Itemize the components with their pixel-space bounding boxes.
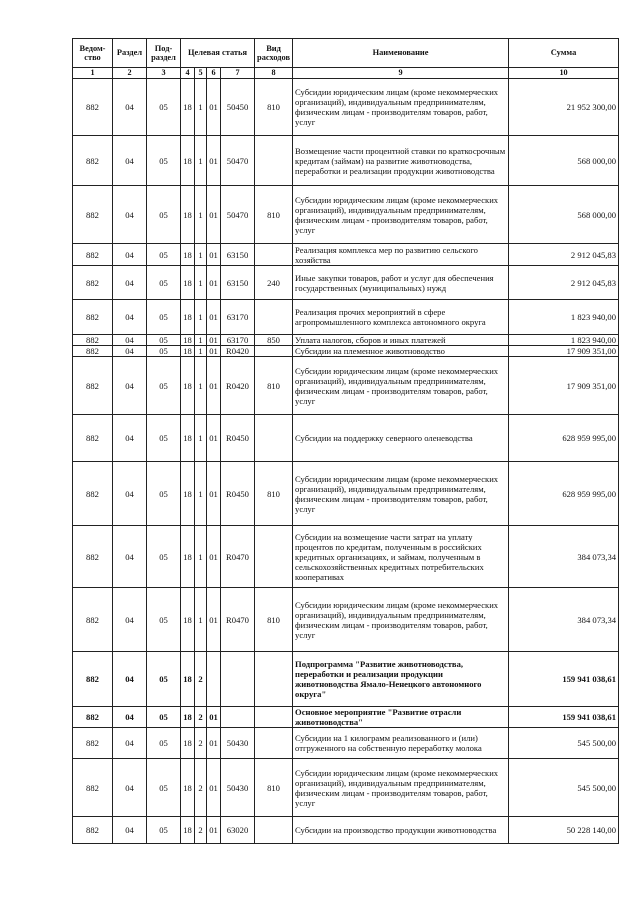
cell-c5: 1 — [195, 266, 207, 300]
cell-vid: 810 — [255, 588, 293, 652]
cell-sum: 628 959 995,00 — [509, 415, 619, 462]
cell-name: Субсидии на поддержку северного оленеводства — [293, 415, 509, 462]
cell-c5: 2 — [195, 652, 207, 707]
cell-ved: 882 — [73, 652, 113, 707]
column-number: 5 — [195, 68, 207, 79]
cell-sum: 159 941 038,61 — [509, 652, 619, 707]
cell-vid — [255, 707, 293, 728]
cell-c6: 01 — [207, 244, 221, 266]
cell-c6: 01 — [207, 707, 221, 728]
cell-name: Субсидии юридическим лицам (кроме некоммерческих организаций), индивидуальным предпринимателям, физическим лицам - производителям товаров, работ, услуг — [293, 588, 509, 652]
table-row — [73, 526, 619, 588]
cell-podr: 05 — [147, 357, 181, 415]
cell-c7: 50470 — [221, 186, 255, 244]
cell-c5: 1 — [195, 526, 207, 588]
cell-c5: 1 — [195, 462, 207, 526]
cell-sum: 568 000,00 — [509, 136, 619, 186]
cell-vid: 810 — [255, 186, 293, 244]
cell-sum: 2 912 045,83 — [509, 266, 619, 300]
cell-sum: 50 228 140,00 — [509, 817, 619, 844]
cell-ved: 882 — [73, 136, 113, 186]
table-row — [73, 652, 619, 707]
cell-c7: 50470 — [221, 136, 255, 186]
budget-table — [72, 38, 619, 844]
cell-razd: 04 — [113, 462, 147, 526]
cell-c6: 01 — [207, 346, 221, 357]
cell-razd: 04 — [113, 335, 147, 346]
table-row — [73, 244, 619, 266]
cell-c6: 01 — [207, 136, 221, 186]
cell-sum: 545 500,00 — [509, 759, 619, 817]
cell-ved: 882 — [73, 728, 113, 759]
cell-razd: 04 — [113, 300, 147, 335]
cell-c6: 01 — [207, 588, 221, 652]
cell-razd: 04 — [113, 79, 147, 136]
cell-c7: 50450 — [221, 79, 255, 136]
cell-c6: 01 — [207, 335, 221, 346]
cell-c7: R0450 — [221, 415, 255, 462]
cell-c4: 18 — [181, 346, 195, 357]
cell-c6: 01 — [207, 817, 221, 844]
cell-c4: 18 — [181, 300, 195, 335]
cell-name: Иные закупки товаров, работ и услуг для обеспечения государственных (муниципальных) нужд — [293, 266, 509, 300]
cell-vid — [255, 136, 293, 186]
cell-name: Реализация комплекса мер по развитию сельского хозяйства — [293, 244, 509, 266]
header-podrazdel: Под-раздел — [147, 39, 181, 68]
cell-ved: 882 — [73, 300, 113, 335]
cell-ved: 882 — [73, 759, 113, 817]
cell-name: Субсидии на возмещение части затрат на уплату процентов по кредитам, полученным в российских кредитных организациях, и займам, полученным в сельскохозяйственных кредитных потребительских кооперативах — [293, 526, 509, 588]
cell-podr: 05 — [147, 526, 181, 588]
cell-c6: 01 — [207, 266, 221, 300]
cell-c6: 01 — [207, 79, 221, 136]
cell-c5: 1 — [195, 136, 207, 186]
cell-c7: 63170 — [221, 335, 255, 346]
cell-podr: 05 — [147, 79, 181, 136]
cell-vid — [255, 346, 293, 357]
cell-c4: 18 — [181, 415, 195, 462]
cell-c5: 2 — [195, 707, 207, 728]
cell-c4: 18 — [181, 462, 195, 526]
table-row — [73, 357, 619, 415]
cell-c5: 1 — [195, 357, 207, 415]
cell-c4: 18 — [181, 357, 195, 415]
cell-c5: 2 — [195, 728, 207, 759]
cell-vid — [255, 415, 293, 462]
cell-c4: 18 — [181, 728, 195, 759]
cell-name: Субсидии юридическим лицам (кроме некоммерческих организаций), индивидуальным предпринимателям, физическим лицам - производителям товаров, работ, услуг — [293, 462, 509, 526]
cell-razd: 04 — [113, 817, 147, 844]
cell-podr: 05 — [147, 300, 181, 335]
cell-name: Уплата налогов, сборов и иных платежей — [293, 335, 509, 346]
cell-sum: 384 073,34 — [509, 526, 619, 588]
cell-razd: 04 — [113, 186, 147, 244]
cell-razd: 04 — [113, 136, 147, 186]
cell-ved: 882 — [73, 462, 113, 526]
cell-vid — [255, 300, 293, 335]
cell-c7: 63170 — [221, 300, 255, 335]
header-row-1 — [73, 39, 619, 68]
cell-c4: 18 — [181, 79, 195, 136]
cell-c6 — [207, 652, 221, 707]
cell-c6: 01 — [207, 759, 221, 817]
cell-c5: 1 — [195, 186, 207, 244]
cell-razd: 04 — [113, 357, 147, 415]
table-row — [73, 335, 619, 346]
cell-sum: 568 000,00 — [509, 186, 619, 244]
cell-name: Реализация прочих мероприятий в сфере агропромышленного комплекса автономного округа — [293, 300, 509, 335]
table-row — [73, 728, 619, 759]
cell-c6: 01 — [207, 526, 221, 588]
column-number: 2 — [113, 68, 147, 79]
table-row — [73, 707, 619, 728]
table-row — [73, 346, 619, 357]
column-number: 1 — [73, 68, 113, 79]
cell-name: Субсидии юридическим лицам (кроме некоммерческих организаций), индивидуальным предпринимателям, физическим лицам - производителям товаров, работ, услуг — [293, 759, 509, 817]
cell-c7: 63150 — [221, 244, 255, 266]
cell-sum: 628 959 995,00 — [509, 462, 619, 526]
cell-sum: 1 823 940,00 — [509, 335, 619, 346]
cell-podr: 05 — [147, 415, 181, 462]
cell-podr: 05 — [147, 817, 181, 844]
cell-podr: 05 — [147, 335, 181, 346]
cell-vid — [255, 526, 293, 588]
cell-c5: 1 — [195, 300, 207, 335]
cell-c4: 18 — [181, 588, 195, 652]
header-razdel: Раздел — [113, 39, 147, 68]
header-name: Наименование — [293, 39, 509, 68]
cell-c7: 63020 — [221, 817, 255, 844]
cell-razd: 04 — [113, 266, 147, 300]
cell-name: Субсидии на племенное животноводство — [293, 346, 509, 357]
column-number: 9 — [293, 68, 509, 79]
cell-razd: 04 — [113, 526, 147, 588]
cell-razd: 04 — [113, 415, 147, 462]
cell-c7: 50430 — [221, 728, 255, 759]
cell-c7: R0470 — [221, 526, 255, 588]
cell-c4: 18 — [181, 335, 195, 346]
cell-vid: 810 — [255, 357, 293, 415]
cell-c5: 2 — [195, 759, 207, 817]
cell-podr: 05 — [147, 266, 181, 300]
cell-ved: 882 — [73, 244, 113, 266]
cell-c7: R0420 — [221, 346, 255, 357]
cell-sum: 159 941 038,61 — [509, 707, 619, 728]
cell-c4: 18 — [181, 186, 195, 244]
cell-c5: 1 — [195, 335, 207, 346]
cell-ved: 882 — [73, 79, 113, 136]
cell-c5: 1 — [195, 244, 207, 266]
cell-sum: 2 912 045,83 — [509, 244, 619, 266]
cell-c7: R0450 — [221, 462, 255, 526]
cell-ved: 882 — [73, 266, 113, 300]
cell-c7: R0420 — [221, 357, 255, 415]
budget-table-page — [72, 38, 619, 844]
table-row — [73, 759, 619, 817]
cell-podr: 05 — [147, 707, 181, 728]
cell-name: Субсидии на производство продукции животноводства — [293, 817, 509, 844]
cell-ved: 882 — [73, 817, 113, 844]
cell-sum: 17 909 351,00 — [509, 346, 619, 357]
cell-c7: 50430 — [221, 759, 255, 817]
cell-c6: 01 — [207, 186, 221, 244]
column-number: 3 — [147, 68, 181, 79]
cell-c6: 01 — [207, 300, 221, 335]
cell-razd: 04 — [113, 588, 147, 652]
cell-ved: 882 — [73, 707, 113, 728]
table-row — [73, 136, 619, 186]
cell-ved: 882 — [73, 357, 113, 415]
cell-name: Подпрограмма "Развитие животноводства, переработки и реализации продукции животноводства Ямало-Ненецкого автономного округа" — [293, 652, 509, 707]
cell-name: Основное мероприятие "Развитие отрасли животноводства" — [293, 707, 509, 728]
cell-ved: 882 — [73, 186, 113, 244]
cell-podr: 05 — [147, 652, 181, 707]
cell-ved: 882 — [73, 526, 113, 588]
cell-podr: 05 — [147, 462, 181, 526]
cell-c5: 1 — [195, 588, 207, 652]
cell-podr: 05 — [147, 346, 181, 357]
cell-c4: 18 — [181, 817, 195, 844]
cell-vid — [255, 244, 293, 266]
cell-vid: 850 — [255, 335, 293, 346]
table-row — [73, 186, 619, 244]
table-row — [73, 817, 619, 844]
cell-c5: 1 — [195, 415, 207, 462]
cell-vid: 810 — [255, 759, 293, 817]
cell-sum: 17 909 351,00 — [509, 357, 619, 415]
cell-name: Субсидии на 1 килограмм реализованного и (или) отгруженного на собственную переработку молока — [293, 728, 509, 759]
cell-razd: 04 — [113, 652, 147, 707]
column-number: 7 — [221, 68, 255, 79]
cell-sum: 545 500,00 — [509, 728, 619, 759]
cell-sum: 21 952 300,00 — [509, 79, 619, 136]
cell-c4: 18 — [181, 266, 195, 300]
cell-ved: 882 — [73, 335, 113, 346]
cell-ved: 882 — [73, 415, 113, 462]
cell-podr: 05 — [147, 244, 181, 266]
cell-c6: 01 — [207, 728, 221, 759]
cell-vid — [255, 817, 293, 844]
cell-c7: R0470 — [221, 588, 255, 652]
cell-c5: 1 — [195, 346, 207, 357]
cell-sum: 384 073,34 — [509, 588, 619, 652]
column-numbers-row — [73, 68, 619, 79]
table-row — [73, 415, 619, 462]
cell-razd: 04 — [113, 346, 147, 357]
header-vid: Вид расходов — [255, 39, 293, 68]
cell-name: Субсидии юридическим лицам (кроме некоммерческих организаций), индивидуальным предпринимателям, физическим лицам - производителям товаров, работ, услуг — [293, 79, 509, 136]
cell-c6: 01 — [207, 462, 221, 526]
cell-c5: 2 — [195, 817, 207, 844]
cell-vid: 810 — [255, 79, 293, 136]
cell-c4: 18 — [181, 759, 195, 817]
column-number: 10 — [509, 68, 619, 79]
cell-podr: 05 — [147, 186, 181, 244]
header-target: Целевая статья — [181, 39, 255, 68]
cell-c4: 18 — [181, 136, 195, 186]
cell-name: Субсидии юридическим лицам (кроме некоммерческих организаций), индивидуальным предпринимателям, физическим лицам - производителям товаров, работ, услуг — [293, 186, 509, 244]
header-sum: Сумма — [509, 39, 619, 68]
header-vedomstvo: Ведом-ство — [73, 39, 113, 68]
column-number: 6 — [207, 68, 221, 79]
cell-c6: 01 — [207, 357, 221, 415]
cell-podr: 05 — [147, 136, 181, 186]
table-row — [73, 266, 619, 300]
cell-razd: 04 — [113, 728, 147, 759]
cell-vid: 810 — [255, 462, 293, 526]
cell-c4: 18 — [181, 707, 195, 728]
cell-c7 — [221, 652, 255, 707]
cell-razd: 04 — [113, 707, 147, 728]
cell-name: Субсидии юридическим лицам (кроме некоммерческих организаций), индивидуальным предпринимателям, физическим лицам - производителям товаров, работ, услуг — [293, 357, 509, 415]
table-row — [73, 300, 619, 335]
cell-c5: 1 — [195, 79, 207, 136]
cell-podr: 05 — [147, 759, 181, 817]
cell-c7: 63150 — [221, 266, 255, 300]
column-number: 8 — [255, 68, 293, 79]
cell-razd: 04 — [113, 759, 147, 817]
cell-c6: 01 — [207, 415, 221, 462]
cell-c7 — [221, 707, 255, 728]
table-row — [73, 588, 619, 652]
cell-podr: 05 — [147, 588, 181, 652]
cell-vid — [255, 652, 293, 707]
cell-c4: 18 — [181, 652, 195, 707]
cell-sum: 1 823 940,00 — [509, 300, 619, 335]
cell-vid: 240 — [255, 266, 293, 300]
cell-name: Возмещение части процентной ставки по краткосрочным кредитам (займам) на развитие животноводства, переработки и реализации продукции животноводства — [293, 136, 509, 186]
cell-razd: 04 — [113, 244, 147, 266]
cell-podr: 05 — [147, 728, 181, 759]
cell-ved: 882 — [73, 588, 113, 652]
cell-vid — [255, 728, 293, 759]
table-row — [73, 462, 619, 526]
table-row — [73, 79, 619, 136]
cell-c4: 18 — [181, 244, 195, 266]
column-number: 4 — [181, 68, 195, 79]
cell-ved: 882 — [73, 346, 113, 357]
cell-c4: 18 — [181, 526, 195, 588]
table-body — [73, 79, 619, 844]
